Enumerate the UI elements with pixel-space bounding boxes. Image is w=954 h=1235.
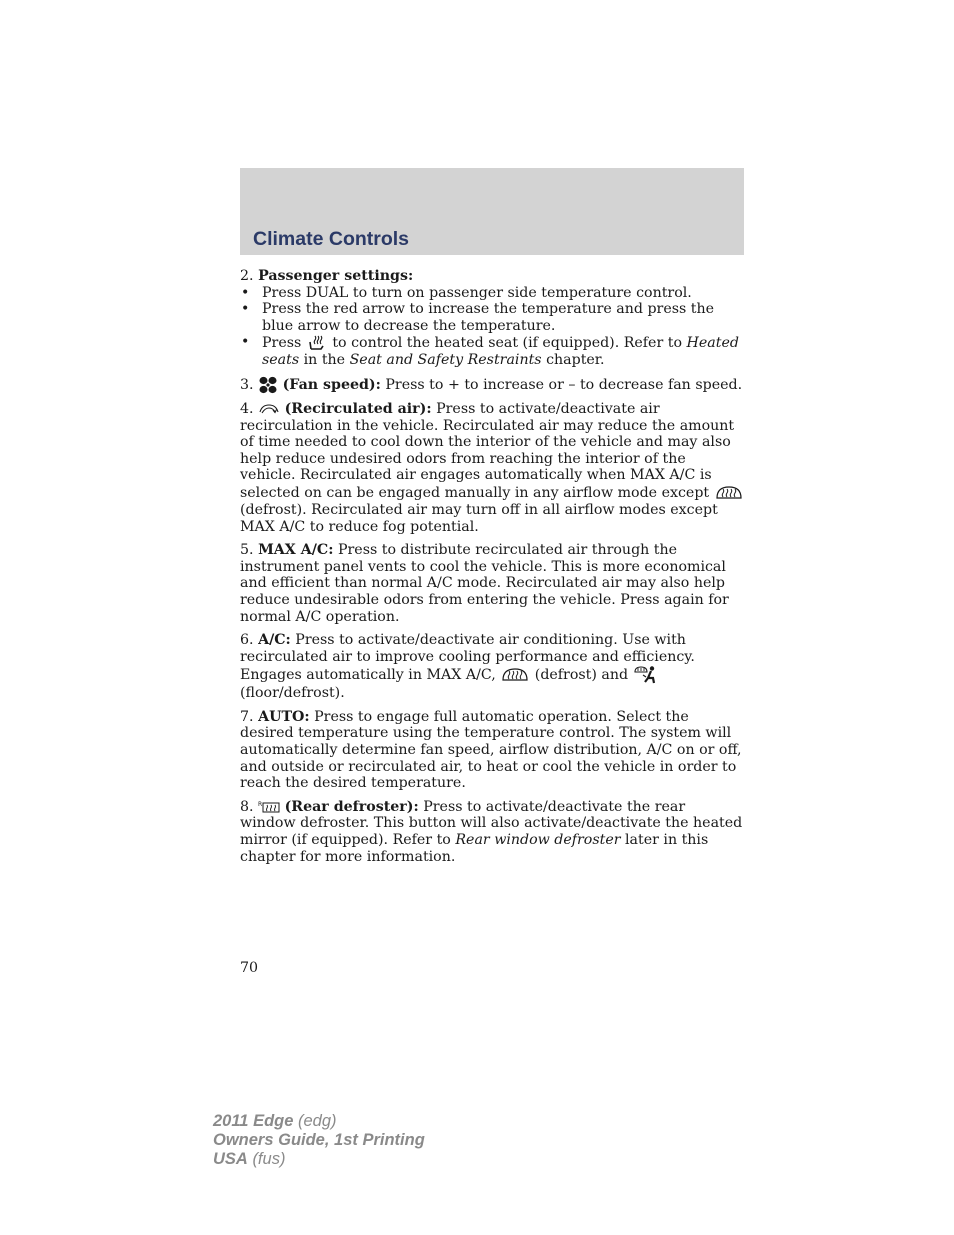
rear-defroster-label: (Rear defroster): (284, 798, 419, 815)
heated-seat-icon (306, 334, 328, 352)
footer: 2011 Edge (edg) Owners Guide, 1st Printing USA (fus) (213, 1112, 425, 1168)
item-rear-defroster: 8. R (Rear defroster): Press to activate/deactivate the rear window defroster. This button will also activate/deactivate the heated mirror (if equipped). Refer to Rear window defroster later in this chapter for more information. (240, 798, 743, 865)
recirculated-air-label: (Recirculated air): (284, 400, 432, 417)
page-number: 70 (240, 960, 259, 976)
section-header (240, 168, 744, 255)
max-ac-label: MAX A/C: (258, 542, 334, 559)
rear-window-defroster-link: Rear window defroster (455, 832, 621, 849)
list-item: • Press the red arrow to increase the temperature and press the blue arrow to decrease the temperature. (240, 301, 745, 334)
defrost-icon (500, 666, 530, 684)
passenger-bullets (240, 285, 745, 369)
floor-defrost-icon (633, 665, 657, 685)
passenger-settings-label: Passenger settings: (258, 268, 414, 284)
rear-defrost-icon (258, 800, 280, 814)
item-auto: 7. AUTO: Press to engage full automatic operation. Select the desired temperature using the temperature control. The system will automatically determine fan speed, airflow distribution, A/C on or off, and outside or recirculated air, to heat or cool the vehicle in order to reach the desired temperature. (240, 708, 742, 792)
item-passenger-settings: 2. Passenger settings: • Press DUAL to turn on passenger side temperature control. • Press the red arrow to increase the temperature and press the blue arrow to decrease the temperature. • Press to control the heated seat (if equipped). Refer to Heated seats in the Seat and Safety Restraints chapter. (240, 268, 745, 369)
page-content (240, 268, 745, 872)
section-title: Climate Controls (253, 228, 410, 250)
fan-speed-label: (Fan speed): (282, 376, 381, 393)
fan-icon (258, 376, 278, 394)
ac-label: A/C: (258, 632, 291, 649)
item-max-ac: 5. MAX A/C: Press to distribute recirculated air through the instrument panel vents to cool the vehicle. This is more economical and efficient than normal A/C mode. Recirculated air may also help reduce undesirable odors from entering the vehicle. Press again for normal A/C operation. (240, 542, 729, 625)
heated-seats-link: Heated seats (262, 335, 739, 369)
item-fan-speed: 3. (Fan speed): Press to + to increase or – to decrease fan speed. (240, 376, 743, 393)
auto-label: AUTO: (258, 708, 310, 725)
item-ac: 6. A/C: Press to activate/deactivate air conditioning. Use with recirculated air to improve cooling performance and efficiency. Engages automatically in MAX A/C, (defrost) and (floor/defrost). (240, 632, 695, 702)
item-recirculated-air: 4. (Recirculated air): Press to activate/deactivate air recirculation in the vehicle. Recirculated air may reduce the amount of time needed to cool down the interior of the vehicle and may also help reduce undesired odors from reaching the interior of the vehicle. Recirculated air engages automatically when MAX A/C is selected on can be engaged manually in any airflow mode except (defrost). Recirculated air may turn off in all airflow modes except MAX A/C to reduce fog potential. (240, 401, 745, 535)
svg-text:R: R (258, 800, 263, 808)
list-item: • Press to control the heated seat (if equipped). Refer to Heated seats in the Seat and Safety Restraints chapter. (240, 334, 745, 369)
defrost-icon (714, 484, 744, 502)
list-item: • Press DUAL to turn on passenger side temperature control. (240, 285, 745, 302)
recirculation-icon (258, 403, 280, 415)
seat-safety-link: Seat and Safety Restraints (349, 352, 542, 369)
